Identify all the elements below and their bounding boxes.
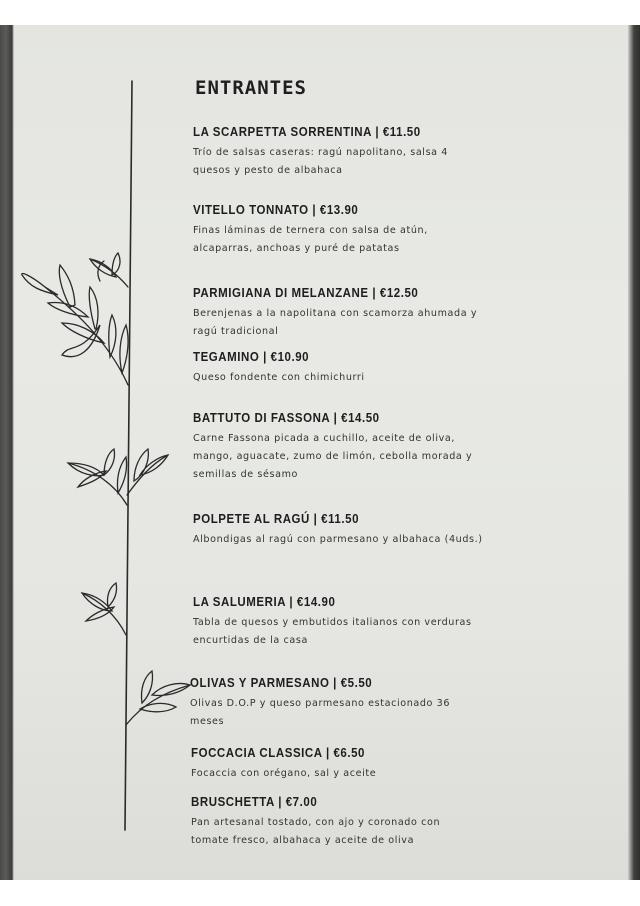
menu-item [193,125,483,180]
menu-photo [0,25,640,880]
menu-item-description: Tabla de quesos y embutidos italianos con verduras encurtidas de la casa [193,617,472,646]
section-heading: ENTRANTES [195,77,307,99]
menu-item-title: LA SCARPETTA SORRENTINA | €11.50 [193,125,421,139]
menu-item-description: Pan artesanal tostado, con ajo y coronado con tomate fresco, albahaca y aceite de oliva [191,817,441,846]
menu-item-description: Albondigas al ragú con parmesano y albahaca (4uds.) [193,534,483,545]
menu-item-title: PARMIGIANA DI MELANZANE | €12.50 [193,286,419,300]
menu-item [193,512,483,549]
menu-item [193,411,483,484]
menu-item [190,676,480,731]
menu-item-title: BRUSCHETTA | €7.00 [191,795,318,809]
menu-item-description: Berenjenas a la napolitana con scamorza ahumada y ragú tradicional [193,308,478,337]
menu-item [193,203,483,258]
menu-item-title: VITELLO TONNATO | €13.90 [193,203,359,217]
menu-item-description: Olivas D.O.P y queso parmesano estacionado 36 meses [190,698,451,727]
menu-item-title: BATTUTO DI FASSONA | €14.50 [193,411,380,425]
menu-item-title: TEGAMINO | €10.90 [193,350,310,364]
menu-item-title: OLIVAS Y PARMESANO | €5.50 [190,676,373,690]
menu-item-description: Carne Fassona picada a cuchillo, aceite de oliva, mango, aguacate, zumo de limón, cebolla morada y semillas de sésamo [193,433,473,480]
menu-item-description: Trío de salsas caseras: ragú napolitano, salsa 4 quesos y pesto de albahaca [193,147,449,176]
menu-item [193,350,483,387]
menu-item-description: Finas láminas de ternera con salsa de atún, alcaparras, anchoas y puré de patatas [193,225,428,254]
menu-item [191,746,481,783]
menu-item [193,286,483,341]
menu-item-title: FOCCACIA CLASSICA | €6.50 [191,746,366,760]
menu-item-title: POLPETE AL RAGÚ | €11.50 [193,512,360,526]
menu-item-description: Queso fondente con chimichurri [193,372,365,383]
menu-item-description: Focaccia con orégano, sal y aceite [191,768,377,779]
menu-item-title: LA SALUMERIA | €14.90 [193,595,336,609]
menu-item [191,795,481,850]
menu-item [193,595,483,650]
